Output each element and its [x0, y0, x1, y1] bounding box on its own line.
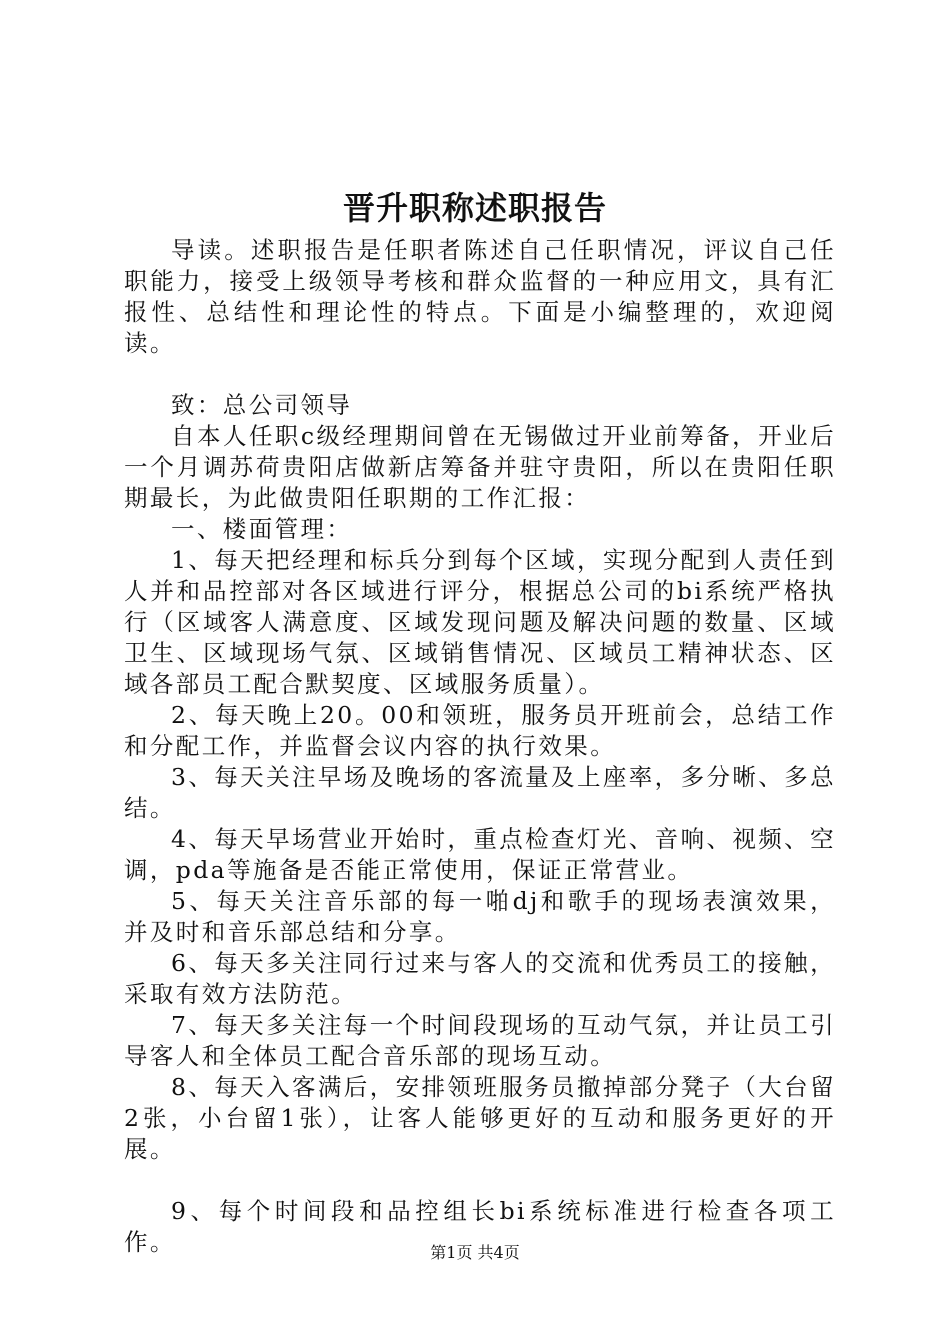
paragraph-spacer	[124, 359, 836, 390]
salutation: 致：总公司领导	[171, 391, 353, 419]
document-body	[124, 235, 836, 1258]
list-item: 7、每天多关注每一个时间段现场的互动气氛，并让员工引导客人和全体员工配合音乐部的现场互动。	[124, 1011, 836, 1070]
document-title: 晋升职称述职报告	[342, 189, 607, 227]
page-footer: 第1页 共4页	[430, 1243, 520, 1262]
list-item: 4、每天早场营业开始时，重点检查灯光、音响、视频、空调，pda等施备是否能正常使用，保证正常营业。	[124, 825, 836, 884]
list-item: 1、每天把经理和标兵分到每个区域，实现分配到人责任到人并和品控部对各区域进行评分，根据总公司的bi系统严格执行（区域客人满意度、区域发现问题及解决问题的数量、区域卫生、区域现场气氛、区域销售情况、区域员工精神状态、区域各部员工配合默契度、区域服务质量）。	[124, 546, 836, 698]
list-item: 3、每天关注早场及晚场的客流量及上座率，多分晰、多总结。	[124, 763, 836, 822]
list-item: 2、每天晚上20。00和领班，服务员开班前会，总结工作和分配工作，并监督会议内容的执行效果。	[124, 701, 836, 760]
opening-paragraph: 自本人任职c级经理期间曾在无锡做过开业前筹备，开业后一个月调苏荷贵阳店做新店筹备并驻守贵阳，所以在贵阳任职期最长，为此做贵阳任职期的工作汇报：	[124, 422, 836, 512]
list-item: 9、每个时间段和品控组长bi系统标准进行检查各项工作。	[124, 1197, 836, 1256]
list-item: 5、每天关注音乐部的每一啪dj和歌手的现场表演效果，并及时和音乐部总结和分享。	[124, 887, 836, 946]
list-item: 6、每天多关注同行过来与客人的交流和优秀员工的接触，采取有效方法防范。	[124, 949, 836, 1008]
section-heading: 一、楼面管理：	[171, 515, 353, 543]
paragraph-spacer	[124, 1165, 836, 1196]
intro-paragraph: 导读。述职报告是任职者陈述自己任职情况，评议自己任职能力，接受上级领导考核和群众监督的一种应用文，具有汇报性、总结性和理论性的特点。下面是小编整理的，欢迎阅读。	[124, 236, 836, 357]
list-item: 8、每天入客满后，安排领班服务员撤掉部分凳子（大台留2张，小台留1张），让客人能够更好的互动和服务更好的开展。	[124, 1073, 836, 1163]
